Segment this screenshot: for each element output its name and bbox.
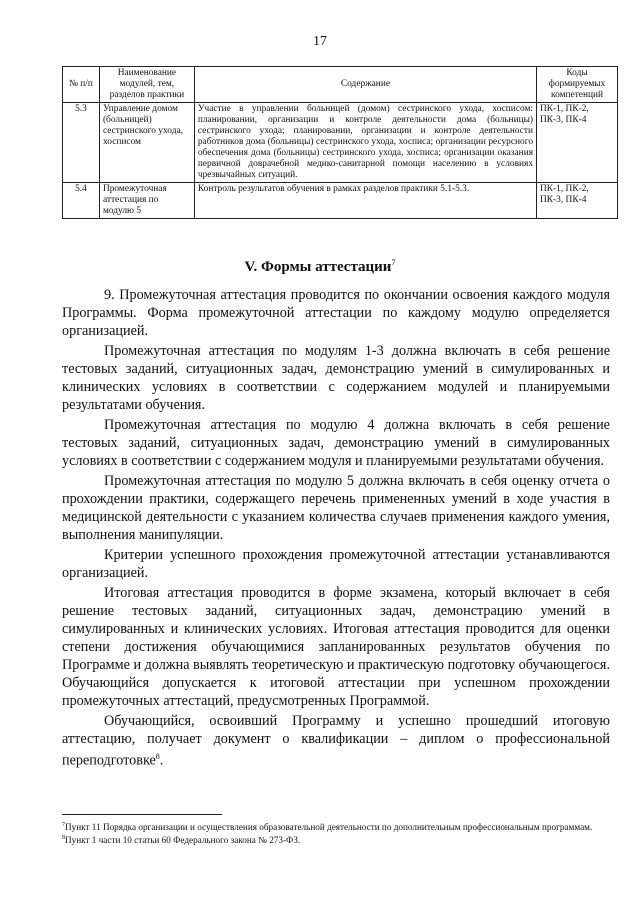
body-text — [62, 286, 610, 772]
row-competency-codes: ПК-1, ПК-2, ПК-3, ПК-4 — [537, 183, 618, 219]
curriculum-table — [62, 66, 618, 219]
paragraph: Промежуточная аттестация по модулю 5 должна включать в себя оценку отчета о прохождении практики, содержащего перечень примененных умений в ходе участия в медицинской деятельности с указанием количества случаев применения каждого умения, выполнения манипуляции. — [62, 473, 610, 543]
header-competency-codes: Коды формируемых компетенций — [537, 67, 618, 103]
paragraph: 9. Промежуточная аттестация проводится по окончании освоения каждого модуля Программы. Форма промежуточной аттестации по каждому модулю определяется организацией. — [62, 287, 610, 339]
header-module-name: Наименование модулей, тем, разделов практики — [99, 67, 194, 103]
page-number: 17 — [313, 34, 327, 49]
footnote-mark: 8 — [62, 835, 65, 842]
row-module-name: Промежуточная аттестация по модулю 5 — [99, 183, 194, 219]
table-row — [63, 103, 618, 183]
paragraph: Промежуточная аттестация по модулю 4 должна включать в себя решение тестовых заданий, ситуационных задач, демонстрацию умений в симулированных условиях в соответствии с содержанием модуля и планируемыми результатами обучения. — [62, 417, 610, 469]
table-row — [63, 183, 618, 219]
paragraph-text: Обучающийся, освоивший Программу и успешно прошедший итоговую аттестацию, получает документ о квалификации – диплом о профессиональной переподготовке — [62, 713, 610, 769]
row-num: 5.4 — [63, 183, 100, 219]
table-header-row — [63, 67, 618, 103]
header-num: № п/п — [63, 67, 100, 103]
section-title-text: V. Формы аттестации — [244, 259, 392, 275]
row-module-name: Управление домом (больницей) сестринского ухода, хосписом — [99, 103, 194, 183]
paragraph: Критерии успешного прохождения промежуточной аттестации устанавливаются организацией. — [62, 547, 610, 581]
row-num: 5.3 — [63, 103, 100, 183]
footnote — [62, 820, 610, 833]
section-title — [0, 258, 640, 276]
footnotes — [62, 820, 610, 846]
footnote-ref: 8 — [155, 752, 160, 761]
row-content: Участие в управлении больницей (домом) сестринского ухода, хосписом: планировании, организации и контроле деятельности дома (больницы) сестринского ухода; планировании, организации и контроле деятельности работников дома (больницы) сестринского ухода, хосписа; организации ресурсного обеспечения дома (больницы) сестринского ухода, хосписа; организации оказания первичной доврачебной медико-санитарной помощи населению в условиях чрезвычайных ситуаций. — [194, 103, 536, 183]
footnote-text: Пункт 11 Порядка организации и осуществления образовательной деятельности по дополнительным профессиональным программам. — [65, 822, 593, 833]
footnote-ref: 7 — [391, 258, 396, 267]
paragraph: Промежуточная аттестация по модулям 1-3 должна включать в себя решение тестовых заданий, ситуационных задач, демонстрацию умений в симулированных и клинических условиях в соответствии с содержанием модулей и планируемыми результатами обучения. — [62, 343, 610, 413]
paragraph — [62, 712, 610, 770]
paragraph-end: . — [159, 752, 164, 769]
footnote — [62, 833, 610, 846]
row-content: Контроль результатов обучения в рамках разделов практики 5.1-5.3. — [194, 183, 536, 219]
paragraph: Итоговая аттестация проводится в форме экзамена, который включает в себя решение тестовых заданий, ситуационных задач, демонстрацию умений в симулированных и клинических условиях. Итоговая аттестация проводится для оценки степени достижения обучающимися запланированных результатов обучения по Программе и должна выявлять теоретическую и практическую подготовку обучающегося. Обучающийся допускается к итоговой аттестации при успешном прохождении промежуточных аттестаций, предусмотренных Программой. — [62, 585, 610, 709]
header-content: Содержание — [194, 67, 536, 103]
footnote-text: Пункт 1 части 10 статьи 60 Федерального закона № 273-ФЗ. — [65, 835, 301, 846]
footnote-divider — [62, 814, 222, 815]
footnote-mark: 7 — [62, 822, 65, 828]
row-competency-codes: ПК-1, ПК-2, ПК-3, ПК-4 — [537, 103, 618, 183]
